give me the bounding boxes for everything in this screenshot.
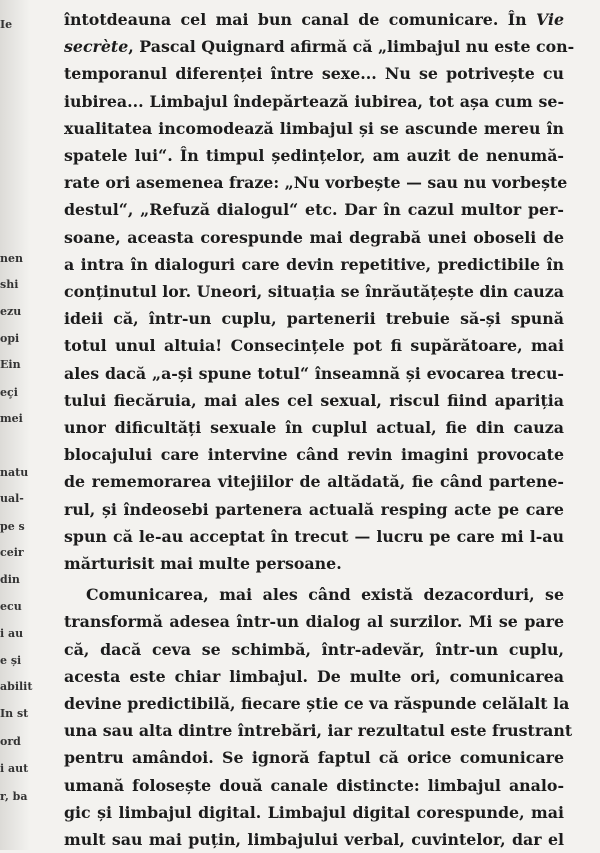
gutter-fragment: Ein [0, 358, 21, 371]
text-line: una sau alta dintre întrebări, iar rezultatul este frustrant [64, 721, 573, 741]
text-line: mult sau mai puțin, limbajului verbal, cuvintelor, dar el [64, 830, 564, 850]
gutter-fragment: opi [0, 332, 20, 345]
text-line: că, dacă ceva se schimbă, într-adevăr, într-un cuplu, [64, 639, 564, 659]
gutter-fragment: eçi [0, 386, 18, 399]
text-line: pentru amândoi. Se ignoră faptul că orice comunicare [64, 748, 564, 768]
adjacent-page-edge [0, 0, 33, 850]
text-line: iubirea... Limbajul îndepărtează iubirea, tot așa cum se- [64, 91, 564, 111]
gutter-fragment: din [0, 573, 20, 586]
gutter-fragment: e și [0, 654, 22, 667]
text-line: spatele lui“. În timpul ședințelor, am auzit de nenumă- [64, 146, 564, 166]
gutter-fragment: abilit [0, 680, 33, 693]
text-line: a intra în dialoguri care devin repetitive, predictibile în [64, 254, 564, 274]
paragraph-1 [64, 6, 575, 577]
text-line: Comunicarea, mai ales când există dezacorduri, se [86, 585, 564, 605]
text-line: transformă adesea într-un dialog al surzilor. Mi se pare [64, 612, 564, 632]
text-run: întotdeauna cel mai bun canal de comunicare. În [64, 10, 536, 29]
paragraph-2 [64, 581, 573, 853]
gutter-fragment: i aut [0, 762, 29, 775]
text-line: rate ori asemenea fraze: „Nu vorbește — sau nu vorbește [64, 173, 568, 193]
text-line: soane, aceasta corespunde mai degrabă unei oboseli de [64, 227, 564, 247]
text-line: devine predictibilă, fiecare știe ce va răspunde celălalt la [64, 694, 570, 714]
text-line: blocajului care intervine când revin imagini provocate [64, 445, 564, 465]
text-line: ales dacă „a-și spune totul“ înseamnă și evocarea trecu- [64, 363, 564, 383]
text-line [64, 6, 564, 33]
gutter-fragment: ord [0, 735, 21, 748]
text-line: unor dificultăți sexuale în cuplul actual, fie din cauza [64, 418, 564, 438]
gutter-fragment: ual- [0, 492, 24, 505]
gutter-fragment: mei [0, 412, 23, 425]
gutter-fragment: Ie [0, 18, 13, 31]
text-line: spun că le-au acceptat în trecut — lucru pe care mi l-au [64, 526, 564, 546]
gutter-fragment: In st [0, 707, 29, 720]
text-line: xualitatea incomodează limbajul și se ascunde mereu în [64, 118, 564, 138]
gutter-fragment: r, ba [0, 790, 28, 803]
gutter-fragment: nen [0, 252, 23, 265]
text-line [64, 33, 575, 60]
text-line: conținutul lor. Uneori, situația se înrăutățește din cauza [64, 282, 564, 302]
gutter-fragment: pe s [0, 520, 25, 533]
book-title-italic: secrète [64, 37, 129, 57]
gutter-fragment: ecu [0, 600, 22, 613]
book-title-italic: Vie [535, 10, 564, 29]
gutter-fragment: i au [0, 627, 24, 640]
text-line: acesta este chiar limbajul. De multe ori, comunicarea [64, 666, 564, 686]
text-line: destul“, „Refuză dialogul“ etc. Dar în cazul multor per- [64, 200, 564, 220]
gutter-fragment: natu [0, 466, 29, 479]
text-line: tului fiecăruia, mai ales cel sexual, riscul fiind apariția [64, 390, 564, 410]
book-page [64, 6, 575, 853]
text-line: gic și limbajul digital. Limbajul digital corespunde, mai [64, 802, 564, 822]
text-line: de rememorarea vitejiilor de altădată, fie când partene- [64, 472, 564, 492]
gutter-fragment: ezu [0, 305, 22, 318]
text-line: rul, și îndeosebi partenera actuală resping acte pe care [64, 499, 564, 519]
text-line: ideii că, într-un cuplu, partenerii trebuie să-și spună [64, 309, 564, 329]
text-line: umană folosește două canale distincte: limbajul analo- [64, 775, 564, 795]
gutter-fragment: shi [0, 278, 19, 291]
gutter-fragment: ceir [0, 546, 24, 559]
text-line: temporanul diferenței între sexe... Nu se potrivește cu [64, 64, 564, 84]
text-line: mărturisit mai multe persoane. [64, 554, 342, 574]
text-line: totul unul altuia! Consecințele pot fi supărătoare, mai [64, 336, 564, 356]
text-run: , Pascal Quignard afirmă că „limbajul nu este con- [128, 37, 575, 57]
